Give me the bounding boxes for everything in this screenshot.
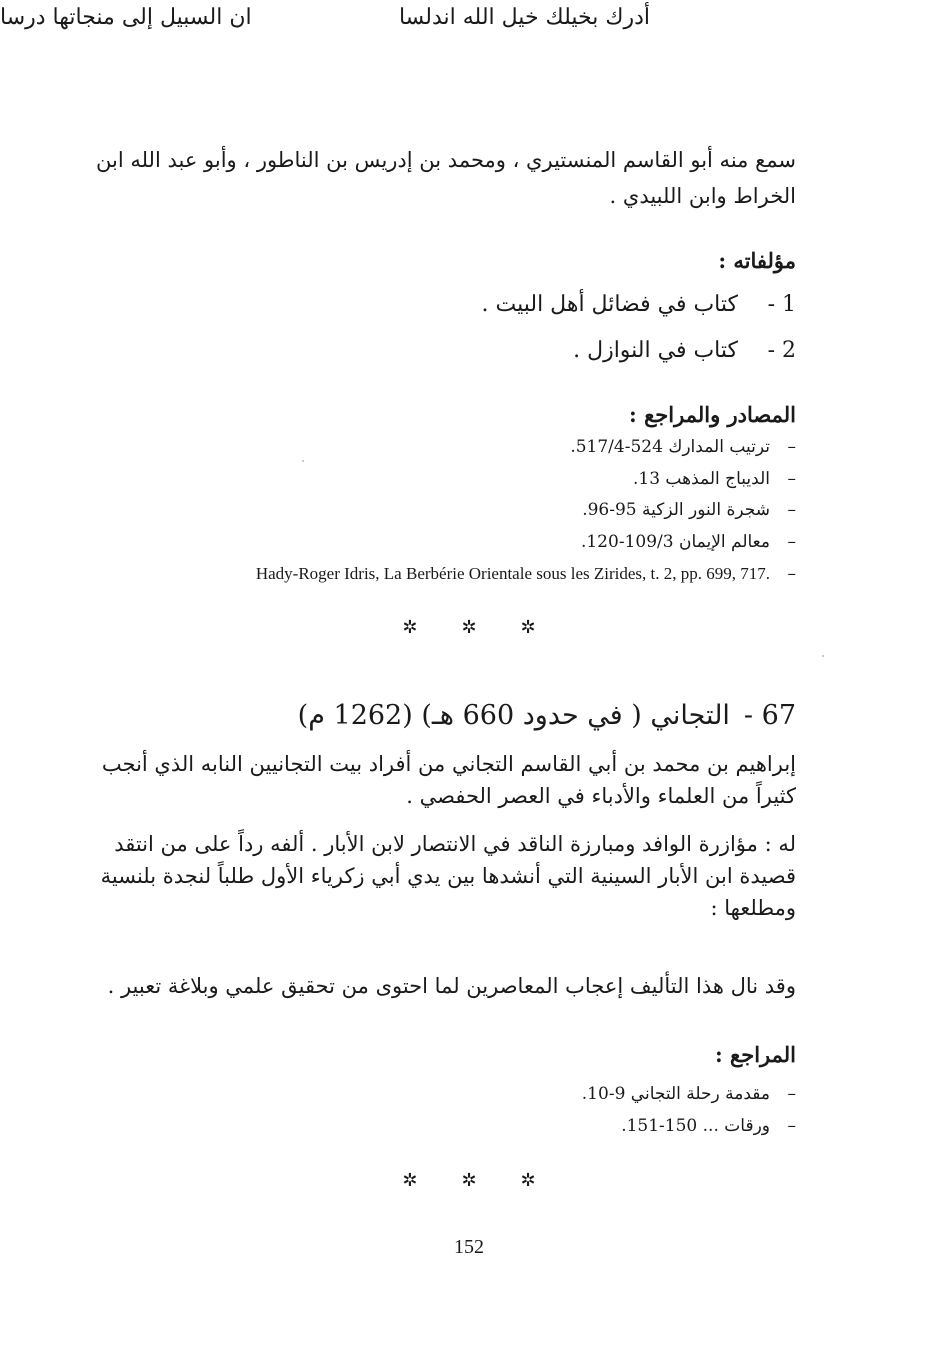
entry-number: 67 - [743, 700, 796, 731]
section-separator [0, 1170, 938, 1191]
source-item: –ترتيب المدارك 524-517/4. [570, 437, 796, 457]
page-number: 152 [454, 1236, 484, 1258]
asterisk-icon: ✲ [461, 617, 477, 638]
entry-works: له : مؤازرة الوافد ومبارزة الناقد في الانتصار لابن الأبار . ألفه رداً على من انتقد قصيدة ابن الأبار السينية التي أنشدها بين يدي أبي زكرياء الأول طلباً لنجدة بلنسية ومطلعها : [100, 832, 796, 920]
ref-text: مقدمة رحلة التجاني 9-10. [581, 1084, 770, 1104]
works-item-number: 2 - [767, 338, 796, 363]
asterisk-icon: ✲ [520, 1170, 536, 1191]
source-item: –.Hady-Roger Idris, La Berbérie Orientale sous les Zirides, t. 2, pp. 699, 717 [255, 564, 796, 584]
source-text: معالم الإيمان 109/3-120. [580, 531, 770, 552]
refs-list [296, 1078, 796, 1142]
source-text: الديباج المذهب 13. [632, 468, 770, 489]
entry-title-text: التجاني ( في حدود 660 هـ) (1262 م) [297, 700, 730, 731]
section-separator [0, 617, 938, 638]
sources-heading: المصادر والمراجع : [629, 402, 796, 427]
source-text: ترتيب المدارك 524-517/4. [570, 437, 770, 457]
source-text: شجرة النور الزكية 95-96. [582, 500, 770, 520]
poem-verse [0, 0, 650, 36]
works-heading: مؤلفاته : [718, 248, 796, 273]
works-item-number: 1 - [767, 292, 796, 317]
works-item-text: كتاب في النوازل . [573, 338, 738, 363]
works-item-text: كتاب في فضائل أهل البيت . [481, 292, 738, 317]
asterisk-icon: ✲ [520, 617, 536, 638]
source-item: –شجرة النور الزكية 95-96. [582, 500, 796, 520]
entry-title [298, 694, 796, 738]
works-item [76, 288, 796, 322]
asterisk-icon: ✲ [402, 617, 418, 638]
works-item [76, 334, 796, 368]
refs-heading: المراجع : [714, 1042, 796, 1067]
entry-bio: إبراهيم بن محمد بن أبي القاسم التجاني من أفراد بيت التجانيين النابه الذي أنجب كثيراً من العلماء والأدباء في العصر الحفصي . [101, 752, 796, 808]
source-item: –الديباج المذهب 13. [632, 468, 796, 489]
asterisk-icon: ✲ [461, 1170, 477, 1191]
sources-list [36, 432, 796, 591]
ref-text: ورقات ... 150-151. [621, 1116, 770, 1136]
verse-first-hemistich: أدرك بخيلك خيل الله اندلسا [398, 5, 650, 30]
source-text: .Hady-Roger Idris, La Berbérie Orientale sous les Zirides, t. 2, pp. 699, 717 [255, 564, 770, 583]
intro-paragraph: سمع منه أبو القاسم المنستيري ، ومحمد بن إدريس بن الناطور ، وأبو عبد الله ابن الخراط وابن اللبيدي . [96, 148, 796, 208]
ref-item: –مقدمة رحلة التجاني 9-10. [581, 1084, 796, 1104]
asterisk-icon: ✲ [402, 1170, 418, 1191]
verse-second-hemistich: ان السبيل إلى منجاتها درسا [0, 5, 252, 30]
scan-speck [822, 655, 824, 657]
entry-closing: وقد نال هذا التأليف إعجاب المعاصرين لما احتوى من تحقيق علمي وبلاغة تعبير . [107, 974, 796, 998]
source-item: –معالم الإيمان 109/3-120. [580, 531, 796, 552]
ref-item: –ورقات ... 150-151. [621, 1116, 796, 1136]
